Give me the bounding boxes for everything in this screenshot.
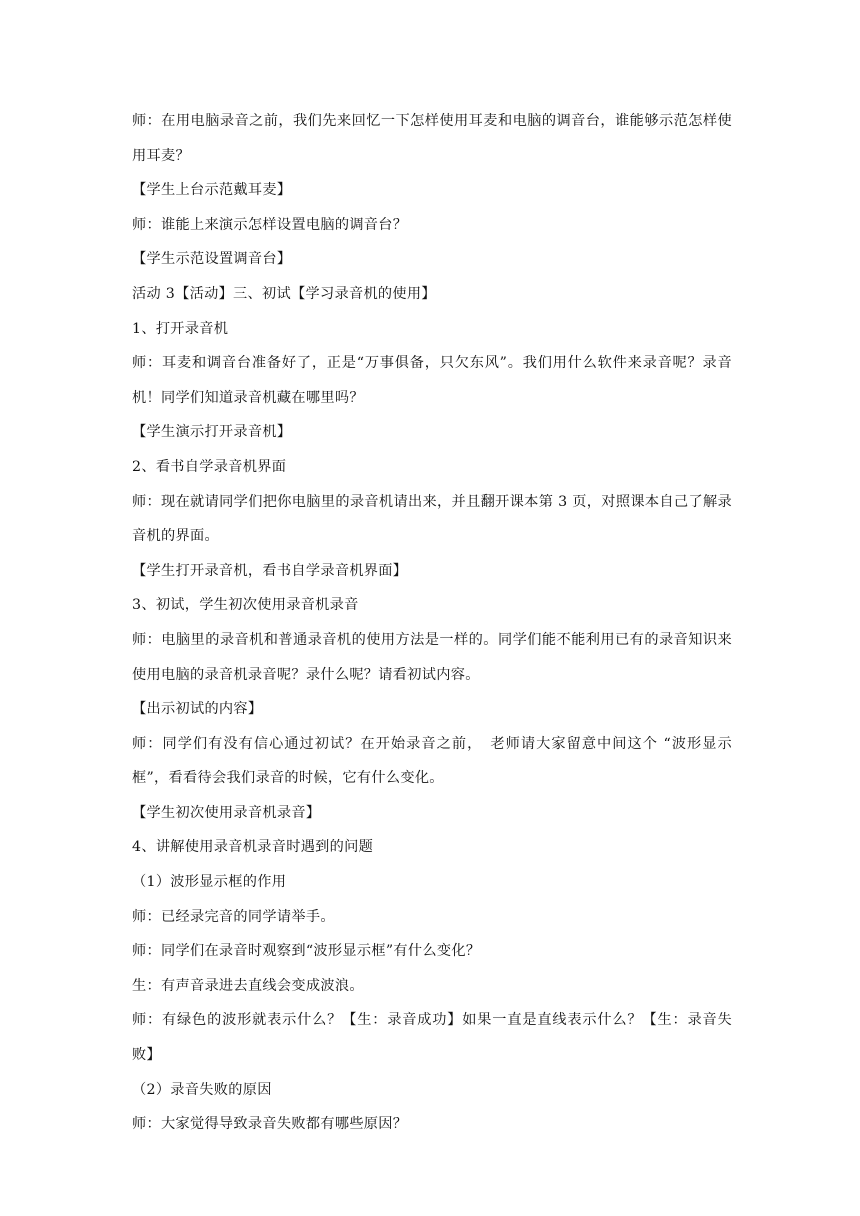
step-heading: 3、初试，学生初次使用录音机录音	[132, 597, 359, 614]
step-heading: 4、讲解使用录音机录音时遇到的问题	[132, 839, 374, 856]
paragraph: 师：谁能上来演示怎样设置电脑的调音台？	[132, 216, 408, 233]
paragraph: 【学生上台示范戴耳麦】	[132, 182, 292, 199]
paragraph: 师：同学们在录音时观察到“波形显示框”有什么变化？	[132, 943, 481, 960]
sub-heading: （2）录音失败的原因	[132, 1081, 272, 1098]
step-heading: 1、打开录音机	[132, 320, 229, 337]
step-heading: 2、看书自学录音机界面	[132, 458, 287, 475]
paragraph: 生：有声音录进去直线会变成波浪。	[132, 977, 364, 994]
paragraph: 师：大家觉得导致录音失败都有哪些原因？	[132, 1116, 408, 1133]
paragraph: 师：电脑里的录音机和普通录音机的使用方法是一样的。同学们能不能利用已有的录音知识来使用电脑的录音机录音呢？录什么呢？请看初试内容。	[132, 631, 732, 683]
paragraph: 师：耳麦和调音台准备好了，正是“万事俱备，只欠东风”。我们用什么软件来录音呢？录音机！同学们知道录音机藏在哪里吗？	[132, 355, 732, 406]
paragraph: 师：在用电脑录音之前，我们先来回忆一下怎样使用耳麦和电脑的调音台，谁能够示范怎样使用耳麦？	[132, 113, 732, 164]
paragraph: 师：有绿色的波形就表示什么？【生：录音成功】如果一直是直线表示什么？【生：录音失败】	[132, 1012, 732, 1064]
sub-heading: （1）波形显示框的作用	[132, 874, 287, 891]
section-heading: 活动 3【活动】三、初试【学习录音机的使用】	[132, 285, 436, 302]
paragraph: 【出示初试的内容】	[132, 701, 263, 718]
paragraph: 【学生初次使用录音机录音】	[132, 804, 321, 821]
paragraph: 师：现在就请同学们把你电脑里的录音机请出来，并且翻开课本第 3 页，对照课本自己了解录音机的界面。	[132, 493, 732, 545]
paragraph: 师：已经录完音的同学请举手。	[132, 908, 335, 925]
paragraph: 【学生演示打开录音机】	[132, 424, 292, 441]
document-body	[132, 104, 732, 1142]
paragraph: 【学生打开录音机，看书自学录音机界面】	[132, 562, 408, 579]
paragraph: 师：同学们有没有信心通过初试？在开始录音之前， 老师请大家留意中间这个 “波形显示框”，看看待会我们录音的时候，它有什么变化。	[132, 735, 732, 787]
paragraph: 【学生示范设置调音台】	[132, 251, 292, 268]
